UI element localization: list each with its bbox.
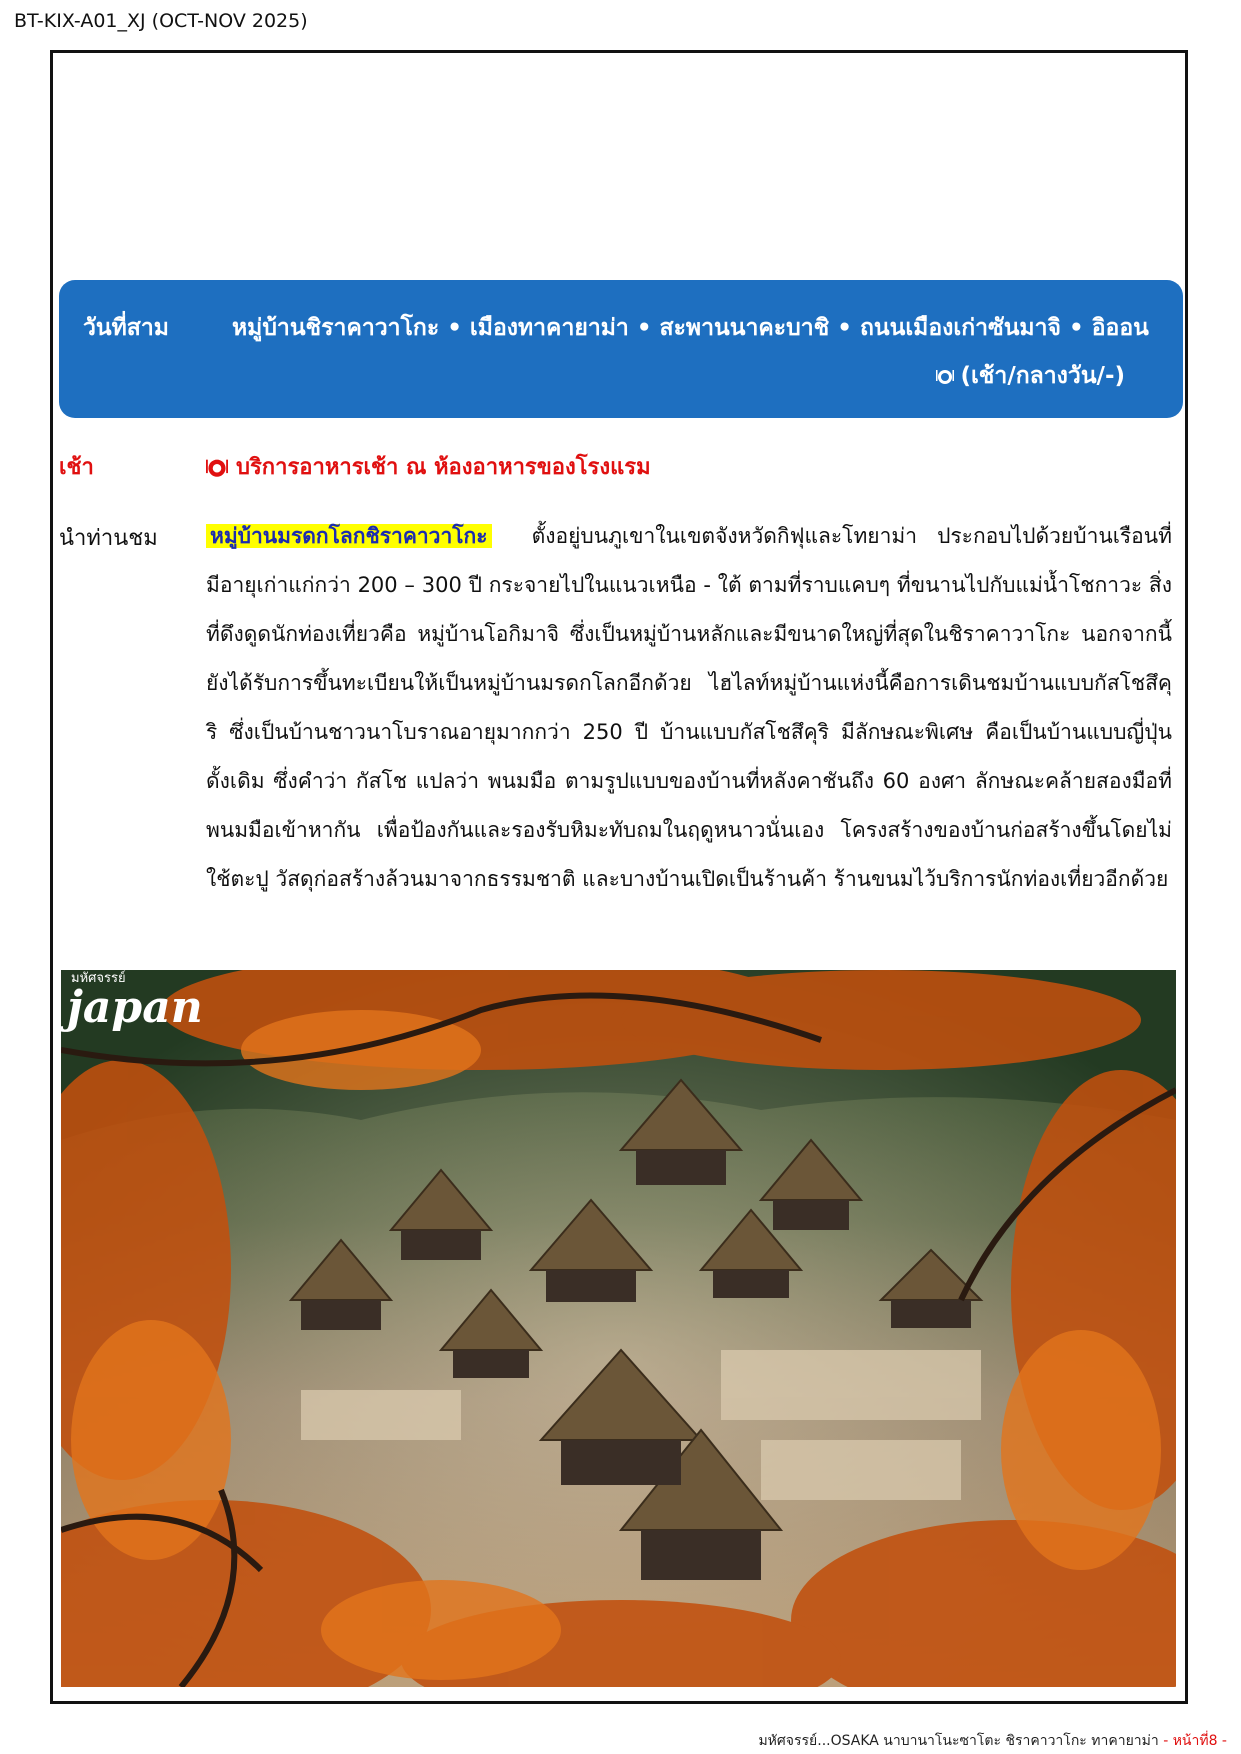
page-footer [758,1730,1227,1752]
visit-description: ตั้งอยู่บนภูเขาในเขตจังหวัดกิฟุและโทยาม่า ประกอบไปด้วยบ้านเรือนที่มีอายุเก่าแก่กว่า 200 – 300 ปี กระจายไปในแนวเหนือ - ใต้ ตามที่ราบแคบๆ ที่ขนานไปกับแม่น้ำโชกาวะ สิ่งที่ดึงดูดนักท่องเที่ยวคือ หมู่บ้านโอกิมาจิ ซึ่งเป็นหมู่บ้านหลักและมีขนาดใหญ่ที่สุดในชิราคาวาโกะ นอกจากนี้ยังได้รับการขึ้นทะเบียนให้เป็นหมู่บ้านมรดกโลกอีกด้วย ไฮไลท์หมู่บ้านแห่งนี้คือการเดินชมบ้านแบบกัสโชสึคุริ ซึ่งเป็นบ้านชาวนาโบราณอายุมากกว่า 250 ปี บ้านแบบกัสโชสึคุริ มีลักษณะพิเศษ คือเป็นบ้านแบบญี่ปุ่นดั้งเดิม ซึ่งคำว่า กัสโช แปลว่า พนมมือ ตามรูปแบบของบ้านที่หลังคาชันถึง 60 องศา ลักษณะคล้ายสองมือที่พนมมือเข้าหากัน เพื่อป้องกันและรองรับหิมะทับถมในฤดูหนาวนั่นเอง โครงสร้างของบ้านก่อสร้างขึ้นโดยไม่ใช้ตะปู วัสดุก่อสร้างล้วนมาจากธรรมชาติ และบางบ้านเปิดเป็นร้านค้า ร้านขนมไว้บริการนักท่องเที่ยวอีกด้วย [206,524,1172,891]
dish-icon [206,456,228,478]
footer-text: มหัศจรรย์...OSAKA นาบานาโนะซาโตะ ชิราคาวาโกะ ทาคายาม่า [758,1733,1159,1749]
visit-label: นำท่านชม [59,526,158,551]
day-banner [59,280,1183,418]
visit-description-paragraph [206,512,1172,904]
breakfast-info [206,449,651,484]
page-number: - หน้าที่8 - [1163,1733,1227,1749]
dish-icon [936,367,954,385]
japan-logo-text: japan [67,982,203,1033]
breakfast-label: เช้า [59,455,94,480]
meals-indicator [936,358,1125,394]
day-route: หมู่บ้านชิราคาวาโกะ • เมืองทาคายาม่า • สะพานนาคะบาชิ • ถนนเมืองเก่าซันมาจิ • อิออน [232,315,1149,341]
document-code: BT-KIX-A01_XJ (OCT-NOV 2025) [14,10,308,32]
logo-small-text: มหัศจรรย์ [71,971,126,986]
day-title: วันที่สาม [83,315,169,341]
highlighted-attraction: หมู่บ้านมรดกโลกชิราคาวาโกะ [206,524,492,548]
breakfast-text: บริการอาหารเช้า ณ ห้องอาหารของโรงแรม [236,455,651,480]
meals-text: (เช้า/กลางวัน/-) [960,363,1125,389]
village-photo [61,970,1176,1687]
